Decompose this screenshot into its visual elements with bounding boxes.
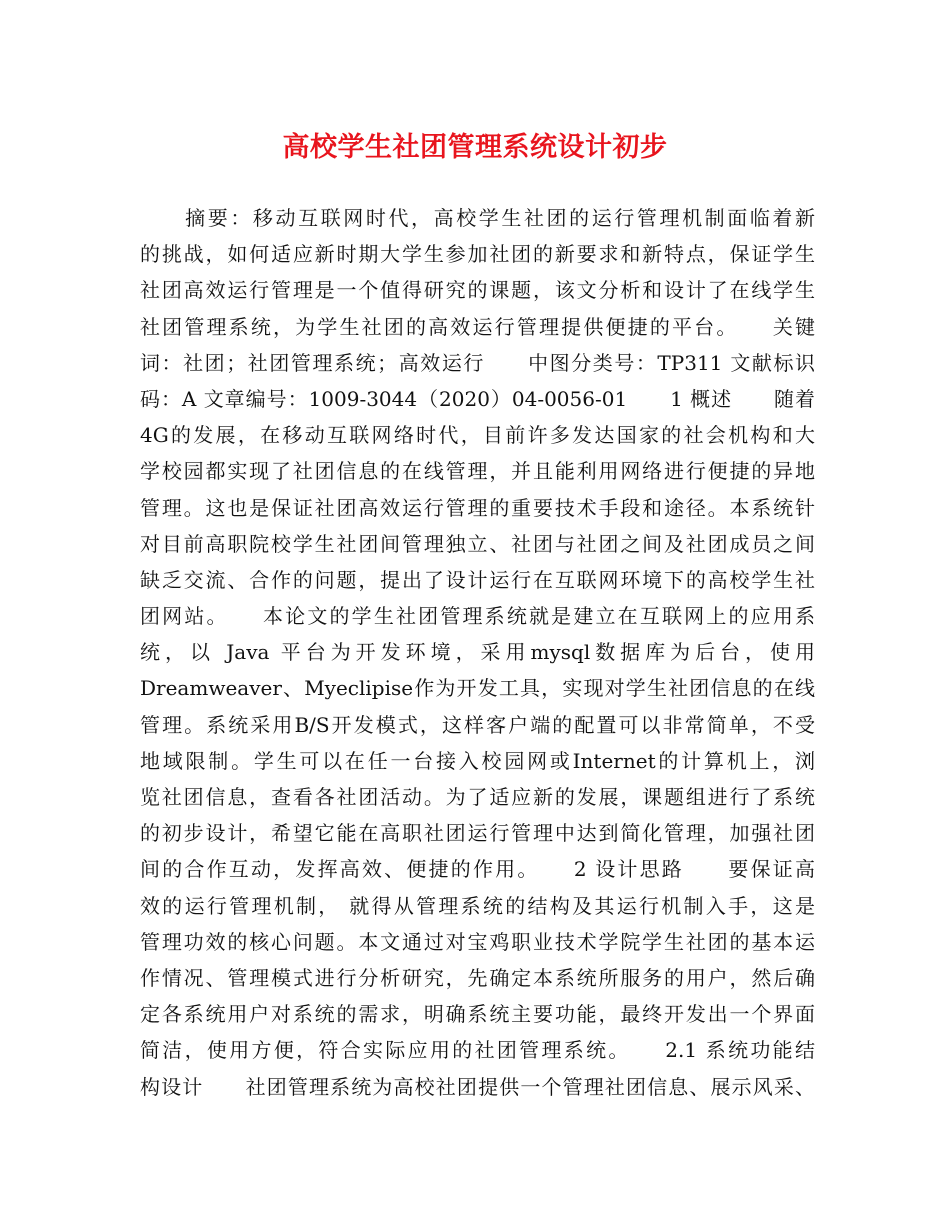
body-line: 效的运行管理机制， 就得从管理系统的结构及其运行机制入手，这是	[140, 893, 815, 918]
body-line: 简洁，使用方便，符合实际应用的社团管理系统。 2.1 系统功能结	[140, 1038, 815, 1063]
body-line: 的初步设计，希望它能在高职社团运行管理中达到简化管理，加强社团	[140, 821, 815, 846]
body-line: 4G的发展，在移动互联网络时代，目前许多发达国家的社会机构和大	[140, 423, 815, 448]
body-line: 社团管理系统，为学生社团的高效运行管理提供便捷的平台。 关键	[140, 314, 815, 339]
body-line: 作情况、管理模式进行分析研究，先确定本系统所服务的用户，然后确	[140, 965, 815, 990]
body-line: 码：A 文章编号：1009-3044（2020）04-0056-01 1 概述 随着	[140, 386, 815, 411]
body-line: 词：社团；社团管理系统；高效运行 中图分类号：TP311 文献标识	[140, 350, 815, 375]
body-line: 管理功效的核心问题。本文通过对宝鸡职业技术学院学生社团的基本运	[140, 929, 815, 954]
body-line: 览社团信息，查看各社团活动。为了适应新的发展，课题组进行了系统	[140, 785, 815, 809]
body-line: 对目前高职院校学生社团间管理独立、社团与社团之间及社团成员之间	[140, 531, 815, 556]
body-line: 学校园都实现了社团信息的在线管理，并且能利用网络进行便捷的异地	[140, 459, 815, 484]
body-line: Dreamweaver、Myeclipise作为开发工具，实现对学生社团信息的在线	[140, 676, 815, 701]
body-line: 缺乏交流、合作的问题，提出了设计运行在互联网环境下的高校学生社	[140, 567, 815, 592]
body-line: 定各系统用户对系统的需求，明确系统主要功能，最终开发出一个界面	[140, 1002, 815, 1027]
body-line: 摘要：移动互联网时代，高校学生社团的运行管理机制面临着新	[140, 206, 815, 230]
body-line: 地域限制。学生可以在任一台接入校园网或Internet的计算机上，浏	[140, 748, 815, 773]
document-title: 高校学生社团管理系统设计初步	[282, 132, 668, 163]
body-line: 管理。这也是保证社团高效运行管理的重要技术手段和途径。本系统针	[140, 495, 815, 520]
body-line: 统，以 Java 平台为开发环境，采用mysql数据库为后台，使用	[140, 640, 815, 665]
body-line: 社团高效运行管理是一个值得研究的课题，该文分析和设计了在线学生	[140, 278, 815, 303]
document-body	[140, 200, 815, 1105]
body-line: 团网站。 本论文的学生社团管理系统就是建立在互联网上的应用系	[140, 604, 815, 629]
body-line: 管理。系统采用B/S开发模式，这样客户端的配置可以非常简单，不受	[140, 712, 815, 737]
body-line: 间的合作互动，发挥高效、便捷的作用。 2 设计思路 要保证高	[140, 857, 815, 882]
body-line: 构设计 社团管理系统为高校社团提供一个管理社团信息、展示风采、	[140, 1074, 815, 1099]
body-line: 的挑战，如何适应新时期大学生参加社团的新要求和新特点，保证学生	[140, 242, 815, 267]
